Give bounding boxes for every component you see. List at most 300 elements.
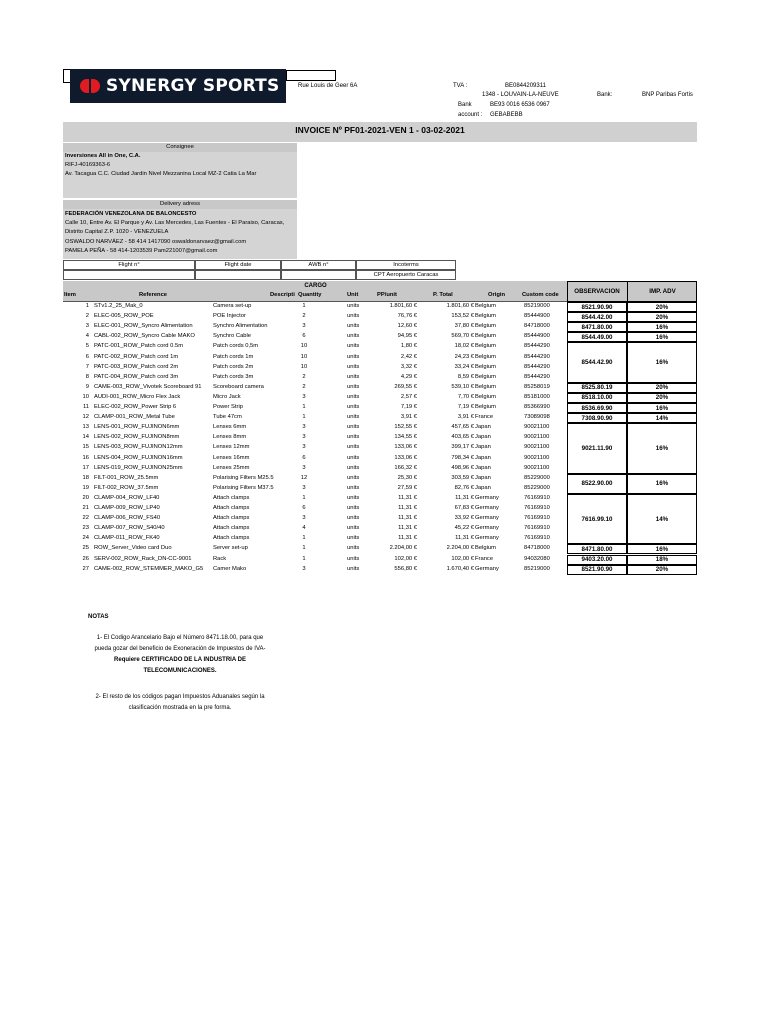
item-pp-unit: 2,57 € xyxy=(400,393,417,400)
item-pp-unit: 2,42 € xyxy=(400,353,417,360)
item-origin: Japan xyxy=(475,484,491,491)
account-value: GEBABEBB xyxy=(490,112,523,118)
item-unit: units xyxy=(347,303,360,309)
item-custom-code: 90021100 xyxy=(524,424,550,431)
item-custom-code: 85444290 xyxy=(524,343,550,350)
incoterms-value: CPT Aeropuerto Caracas xyxy=(356,270,456,280)
item-description: Patch cords 0,5m xyxy=(213,343,259,350)
item-number: 23 xyxy=(82,525,89,532)
table-row xyxy=(63,393,568,403)
item-reference: STv1.2_25_Mak_0 xyxy=(94,303,143,309)
item-quantity: 10 xyxy=(300,343,308,350)
item-pp-unit: 134,55 € xyxy=(394,434,417,441)
incoterms-label: Incoterms xyxy=(356,260,456,270)
awb-label: AWB n° xyxy=(281,260,356,270)
account-label: account : xyxy=(458,112,483,118)
col-origin: Origin xyxy=(488,292,506,298)
item-quantity: 3 xyxy=(302,565,306,572)
item-custom-code: 85219000 xyxy=(524,303,550,309)
item-reference: CLAMP-001_ROW_Metal Tube xyxy=(94,414,175,421)
table-row xyxy=(63,484,568,494)
table-row xyxy=(63,433,568,443)
item-reference: CAME-002_ROW_STEMMER_MAKO_G5 xyxy=(94,565,204,572)
item-custom-code: 90021100 xyxy=(524,444,550,451)
item-unit: units xyxy=(347,474,360,481)
bank-value: BE93 0016 6536 0967 xyxy=(490,102,550,108)
address-box xyxy=(286,70,336,81)
item-pp-unit: 12,60 € xyxy=(397,323,417,330)
item-pp-unit: 166,32 € xyxy=(394,464,417,471)
item-reference: ELEC-002_ROW_Power Strip 6 xyxy=(94,404,177,410)
item-reference: ROW_Server_Video card Duo xyxy=(94,545,172,552)
city-line: 1348 - LOUVAIN-LA-NEUVE xyxy=(482,92,559,98)
item-description: Lenses 8mm xyxy=(213,434,247,441)
delivery-district: Distrito Capital Z.P. 1020 - VENEZUELA xyxy=(65,229,169,236)
consignee-company: Inversiones All in One, C.A. xyxy=(65,153,141,159)
item-number: 17 xyxy=(82,464,89,471)
item-origin: Germany xyxy=(475,525,499,532)
item-description: Server set-up xyxy=(213,545,248,552)
note-1-line-3: Requiere CERTIFICADO DE LA INDUSTRIA DE xyxy=(114,657,246,663)
table-row xyxy=(63,302,568,312)
item-reference: AUDI-001_ROW_Micro Flex Jack xyxy=(94,393,181,400)
item-p-total: 1.801,60 € xyxy=(446,303,474,309)
item-unit: units xyxy=(347,494,360,501)
item-custom-code: 76169910 xyxy=(524,535,550,542)
item-origin: Belgium xyxy=(475,343,496,350)
item-quantity: 2 xyxy=(302,383,306,390)
item-pp-unit: 556,80 € xyxy=(394,565,417,572)
observacion-cell: 8536.69.90 xyxy=(567,403,627,413)
delivery-block xyxy=(65,210,284,256)
item-pp-unit: 3,91 € xyxy=(400,414,417,421)
item-description: Synchro Alimentation xyxy=(213,323,268,330)
imp-adv-cell: 20% xyxy=(627,565,697,575)
item-p-total: 457,65 € xyxy=(451,424,474,431)
item-quantity: 3 xyxy=(302,323,306,330)
item-number: 13 xyxy=(82,424,89,431)
table-row xyxy=(63,494,568,504)
item-description: Lenses 16mm xyxy=(213,454,250,461)
item-origin: Japan xyxy=(475,464,491,471)
item-unit: units xyxy=(347,323,360,330)
item-origin: Belgium xyxy=(475,323,496,330)
col-observacion: OBSERVACION xyxy=(574,288,620,295)
item-reference: CLAMP-004_ROW_LF40 xyxy=(94,494,160,501)
item-custom-code: 85444900 xyxy=(524,333,550,340)
note-2-line-2: clasificación mostrada en la pre forma. xyxy=(128,705,232,711)
delivery-contact-2: PAMELA PEÑA - 58 414-1203539 Pam221007@gmail.com xyxy=(65,247,218,254)
item-number: 3 xyxy=(85,323,89,330)
item-description: Rack xyxy=(213,555,227,562)
item-number: 16 xyxy=(82,454,89,461)
item-number: 1 xyxy=(85,303,89,309)
item-description: Attach clamps xyxy=(213,515,250,522)
item-reference: CLAMP-009_ROW_LP40 xyxy=(94,505,160,511)
item-custom-code: 84718000 xyxy=(524,545,550,552)
item-pp-unit: 133,06 € xyxy=(394,454,417,461)
item-origin: Germany xyxy=(475,505,499,511)
item-description: POE Injector xyxy=(213,313,246,320)
imp-adv-cell: 18% xyxy=(627,555,697,565)
cargo-bar: CARGO xyxy=(63,281,568,292)
item-custom-code: 85219000 xyxy=(524,565,550,572)
item-unit: units xyxy=(347,444,360,451)
col-item: Item xyxy=(64,292,76,298)
brand-mark-icon xyxy=(80,79,100,93)
item-quantity: 3 xyxy=(302,444,306,451)
item-description: Camer Mako xyxy=(213,565,247,572)
item-number: 20 xyxy=(82,494,89,501)
table-row xyxy=(63,514,568,524)
imp-adv-cell: 20% xyxy=(627,312,697,322)
item-quantity: 1 xyxy=(302,414,306,421)
item-pp-unit: 1,80 € xyxy=(400,343,417,350)
item-p-total: 102,00 € xyxy=(451,555,474,562)
item-number: 14 xyxy=(82,434,89,441)
item-origin: Germany xyxy=(475,565,499,572)
table-row xyxy=(63,504,568,514)
item-pp-unit: 102,00 € xyxy=(394,555,417,562)
col-pp-unit: PP/unit xyxy=(377,292,397,298)
table-row xyxy=(63,474,568,484)
tva-label: TVA : xyxy=(453,83,468,89)
imp-adv-cell: 16% xyxy=(627,474,697,494)
tva-value: BE0844209311 xyxy=(505,83,546,89)
item-number: 19 xyxy=(82,484,89,491)
item-description: Lenses 25mm xyxy=(213,464,250,471)
observacion-cell: 8471.80.00 xyxy=(567,544,627,554)
item-quantity: 3 xyxy=(302,464,306,471)
item-number: 27 xyxy=(82,565,89,572)
table-row xyxy=(63,332,568,342)
item-number: 7 xyxy=(85,363,89,370)
item-origin: Belgium xyxy=(475,404,496,410)
note-1 xyxy=(80,633,280,677)
item-unit: units xyxy=(347,343,360,350)
item-p-total: 539,10 € xyxy=(451,383,474,390)
observacion-cell: 8518.10.00 xyxy=(567,393,627,403)
item-quantity: 4 xyxy=(302,525,306,532)
item-unit: units xyxy=(347,515,360,522)
delivery-contact-1: OSWALDO NARVÁEZ - 58 414 1417090 oswaldonarvaez@gmail.com xyxy=(65,238,247,245)
item-number: 21 xyxy=(82,505,89,511)
item-quantity: 3 xyxy=(302,515,306,522)
item-origin: Belgium xyxy=(475,373,496,380)
item-custom-code: 76169910 xyxy=(524,494,550,501)
item-p-total: 153,52 € xyxy=(451,313,474,320)
col-reference: Reference xyxy=(139,292,168,298)
item-pp-unit: 3,32 € xyxy=(400,363,417,370)
item-origin: Japan xyxy=(475,454,491,461)
item-description: Attach clamps xyxy=(213,535,250,542)
item-custom-code: 84718000 xyxy=(524,323,550,330)
observacion-cell: 8471.80.00 xyxy=(567,322,627,332)
item-number: 15 xyxy=(82,444,89,451)
item-p-total: 569,70 € xyxy=(451,333,474,340)
item-number: 26 xyxy=(82,555,89,562)
item-p-total: 1.670,40 € xyxy=(446,565,474,572)
item-unit: units xyxy=(347,333,360,340)
delivery-org: FEDERACIÓN VENEZOLANA DE BALONCESTO xyxy=(65,211,197,217)
item-p-total: 18,02 € xyxy=(454,343,474,350)
item-quantity: 1 xyxy=(302,494,306,501)
imp-adv-cell: 16% xyxy=(627,332,697,342)
item-unit: units xyxy=(347,525,360,532)
item-quantity: 1 xyxy=(302,404,306,410)
item-quantity: 1 xyxy=(302,555,306,562)
flight-no-value xyxy=(63,270,195,280)
table-row xyxy=(63,383,568,393)
item-reference: ELEC-005_ROW_POE xyxy=(94,313,154,320)
item-unit: units xyxy=(347,505,360,511)
item-unit: units xyxy=(347,565,360,572)
item-reference: CLAMP-007_ROW_S40/40 xyxy=(94,525,165,532)
item-description: Patch cords 2m xyxy=(213,363,254,370)
item-custom-code: 85366990 xyxy=(524,404,550,410)
item-unit: units xyxy=(347,555,360,562)
item-origin: Japan xyxy=(475,424,491,431)
table-row xyxy=(63,413,568,423)
item-p-total: 33,24 € xyxy=(454,363,474,370)
imp-adv-cell: 20% xyxy=(627,383,697,393)
note-2-line-1: 2- El resto de los códigos pagan Impuestos Aduanales según la xyxy=(95,694,265,700)
table-row xyxy=(63,565,568,575)
item-number: 12 xyxy=(82,414,89,421)
item-description: Micro Jack xyxy=(213,393,241,400)
consignee-address: Av. Tacagua C.C. Ciudad Jardin Nivel Mezzanina Local MZ-2 Catia La Mar xyxy=(65,171,257,178)
item-number: 25 xyxy=(82,545,89,552)
bank-label: Bank xyxy=(458,102,472,108)
bank2-label: Bank: xyxy=(597,92,613,98)
table-row xyxy=(63,312,568,322)
item-pp-unit: 11,31 € xyxy=(398,535,417,542)
brand-name: SYNERGY SPORTS xyxy=(106,76,280,96)
col-description: Descripti xyxy=(270,292,295,298)
item-pp-unit: 11,31 € xyxy=(398,505,417,511)
item-quantity: 3 xyxy=(302,393,306,400)
item-custom-code: 76169910 xyxy=(524,525,550,532)
item-description: Lenses 12mm xyxy=(213,444,250,451)
item-pp-unit: 152,55 € xyxy=(394,424,417,431)
table-row xyxy=(63,423,568,433)
item-unit: units xyxy=(347,404,360,410)
table-row xyxy=(63,534,568,544)
observacion-cell: 8522.90.00 xyxy=(567,474,627,494)
item-origin: Germany xyxy=(475,494,499,501)
item-reference: CAME-003_ROW_Vivotek Scoreboard 91 xyxy=(94,383,202,390)
item-origin: Japan xyxy=(475,444,491,451)
table-row xyxy=(63,353,568,363)
flight-date-label: Flight date xyxy=(195,260,281,270)
item-unit: units xyxy=(347,373,360,380)
item-unit: units xyxy=(347,535,360,542)
item-pp-unit: 4,29 € xyxy=(400,373,417,380)
item-p-total: 3,91 € xyxy=(457,414,474,421)
item-p-total: 11,31 € xyxy=(455,535,474,542)
item-description: Polarising Filters M25.5 xyxy=(213,474,274,481)
item-p-total: 24,23 € xyxy=(454,353,474,360)
observacion-cell: 7616.99.10 xyxy=(567,494,627,545)
item-custom-code: 94032080 xyxy=(524,555,550,562)
observacion-cell: 9021.11.90 xyxy=(567,423,627,474)
item-quantity: 10 xyxy=(300,353,308,360)
item-pp-unit: 269,55 € xyxy=(394,383,417,390)
item-quantity: 6 xyxy=(302,333,306,340)
item-number: 9 xyxy=(85,383,89,390)
item-origin: Germany xyxy=(475,535,499,542)
item-custom-code: 90021100 xyxy=(524,434,550,441)
item-reference: CLAMP-011_ROW_FK40 xyxy=(94,535,160,542)
imp-adv-cell: 16% xyxy=(627,544,697,554)
item-unit: units xyxy=(347,353,360,360)
item-pp-unit: 76,76 € xyxy=(397,313,417,320)
item-custom-code: 90021100 xyxy=(524,464,550,471)
item-reference: PATC-001_ROW_Patch cord 0.5m xyxy=(94,343,184,350)
awb-value xyxy=(281,270,356,280)
item-pp-unit: 133,06 € xyxy=(394,444,417,451)
imp-adv-cell: 14% xyxy=(627,494,697,545)
item-description: Polarising Filters M37.5 xyxy=(213,484,274,491)
item-description: Tube 47cm xyxy=(213,414,242,421)
item-origin: Belgium xyxy=(475,313,496,320)
item-pp-unit: 25,30 € xyxy=(397,474,417,481)
item-custom-code: 76169910 xyxy=(524,515,550,522)
note-1-line-1: 1- El Codigo Arancelario Bajo el Número 8471.18.00, para que xyxy=(96,635,264,641)
item-custom-code: 85444290 xyxy=(524,353,550,360)
item-reference: LENS-019_ROW_FUJINON25mm xyxy=(94,464,183,471)
item-pp-unit: 1.801,60 € xyxy=(389,303,417,309)
item-p-total: 37,80 € xyxy=(454,323,474,330)
item-description: Scoreboard camera xyxy=(213,383,264,390)
item-p-total: 798,34 € xyxy=(451,454,474,461)
item-p-total: 7,19 € xyxy=(457,404,474,410)
item-unit: units xyxy=(347,313,360,320)
col-quantity: Quantity xyxy=(298,292,322,298)
item-custom-code: 90021100 xyxy=(524,454,550,461)
invoice-title: INVOICE Nº PF01-2021-VEN 1 - 03-02-2021 xyxy=(63,122,697,142)
item-custom-code: 85181000 xyxy=(524,393,550,400)
item-quantity: 3 xyxy=(302,424,306,431)
table-row xyxy=(63,464,568,474)
imp-adv-cell: 14% xyxy=(627,413,697,423)
table-row xyxy=(63,403,568,413)
imp-adv-cell: 16% xyxy=(627,322,697,332)
item-pp-unit: 7,19 € xyxy=(400,404,417,410)
item-number: 11 xyxy=(82,404,89,410)
item-description: Patch cords 3m xyxy=(213,373,254,380)
note-1-line-2: pueda gozar del beneficio de Exoneración de Impuestos de IVA- xyxy=(94,646,266,652)
item-description: Attach clamps xyxy=(213,505,250,511)
observacion-cell: 8525.80.19 xyxy=(567,383,627,393)
item-description: Attach clamps xyxy=(213,494,250,501)
imp-adv-cell: 20% xyxy=(627,302,697,312)
observacion-cell: 8544.42.00 xyxy=(567,312,627,322)
item-unit: units xyxy=(347,434,360,441)
item-unit: units xyxy=(347,464,360,471)
item-pp-unit: 11,31 € xyxy=(398,515,417,522)
item-origin: Belgium xyxy=(475,333,496,340)
col-custom-code: Custom code xyxy=(522,292,559,298)
item-reference: ELEC-001_ROW_Syncro Alimentation xyxy=(94,323,193,330)
item-p-total: 403,65 € xyxy=(451,434,474,441)
col-unit: Unit xyxy=(347,292,359,298)
item-p-total: 399,17 € xyxy=(451,444,474,451)
item-number: 2 xyxy=(85,313,89,320)
table-row xyxy=(63,555,568,565)
item-quantity: 1 xyxy=(302,545,306,552)
item-custom-code: 85229000 xyxy=(524,484,550,491)
table-row xyxy=(63,454,568,464)
item-origin: Japan xyxy=(475,474,491,481)
item-quantity: 1 xyxy=(302,303,306,309)
item-description: Lenses 6mm xyxy=(213,424,247,431)
item-reference: FILT-002_ROW_37.5mm xyxy=(94,484,159,491)
item-description: Synchro Cable xyxy=(213,333,252,340)
item-p-total: 67,83 € xyxy=(454,505,474,511)
item-origin: France xyxy=(475,555,494,562)
item-quantity: 3 xyxy=(302,484,306,491)
table-row xyxy=(63,443,568,453)
item-quantity: 6 xyxy=(302,454,306,461)
item-origin: Germany xyxy=(475,515,499,522)
imp-adv-cell: 20% xyxy=(627,393,697,403)
col-p-total: P. Total xyxy=(433,292,453,298)
table-row xyxy=(63,322,568,332)
item-number: 5 xyxy=(85,343,89,350)
item-reference: PATC-004_ROW_Patch cord 3m xyxy=(94,373,179,380)
synergy-sports-logo xyxy=(70,69,286,103)
note-2 xyxy=(80,692,280,714)
item-pp-unit: 11,31 € xyxy=(398,525,417,532)
observacion-cell: 9403.20.00 xyxy=(567,555,627,565)
item-p-total: 303,59 € xyxy=(451,474,474,481)
table-row xyxy=(63,544,568,554)
item-origin: Belgium xyxy=(475,393,496,400)
item-reference: FILT-001_ROW_25.5mm xyxy=(94,474,159,481)
observacion-cell: 8544.49.00 xyxy=(567,332,627,342)
item-origin: Belgium xyxy=(475,545,496,552)
item-origin: France xyxy=(475,414,494,421)
item-p-total: 2.204,00 € xyxy=(446,545,474,552)
consignee-block xyxy=(65,152,256,180)
address-line: Rue Louis de Geer 6A xyxy=(298,83,358,89)
item-reference: PATC-003_ROW_Patch cord 2m xyxy=(94,363,179,370)
item-reference: CABL-002_ROW_Syncro Cable MAKO xyxy=(94,333,195,340)
item-reference: CLAMP-006_ROW_FS40 xyxy=(94,515,161,522)
item-custom-code: 85444290 xyxy=(524,373,550,380)
item-reference: LENS-004_ROW_FUJINON16mm xyxy=(94,454,183,461)
item-quantity: 12 xyxy=(300,474,308,481)
item-number: 24 xyxy=(82,535,89,542)
item-unit: units xyxy=(347,484,360,491)
item-description: Patch cords 1m xyxy=(213,353,254,360)
observacion-cell: 8521.90.90 xyxy=(567,565,627,575)
item-p-total: 498,96 € xyxy=(451,464,474,471)
item-origin: Belgium xyxy=(475,363,496,370)
observacion-cell: 7308.90.90 xyxy=(567,413,627,423)
item-unit: units xyxy=(347,424,360,431)
note-1-line-4: TELECOMUNICACIONES. xyxy=(143,668,217,674)
table-row xyxy=(63,342,568,352)
item-origin: Belgium xyxy=(475,383,496,390)
item-pp-unit: 27,59 € xyxy=(397,484,417,491)
item-quantity: 10 xyxy=(300,363,308,370)
item-custom-code: 85229000 xyxy=(524,474,550,481)
item-quantity: 6 xyxy=(302,505,306,511)
item-number: 22 xyxy=(82,515,89,522)
item-unit: units xyxy=(347,454,360,461)
